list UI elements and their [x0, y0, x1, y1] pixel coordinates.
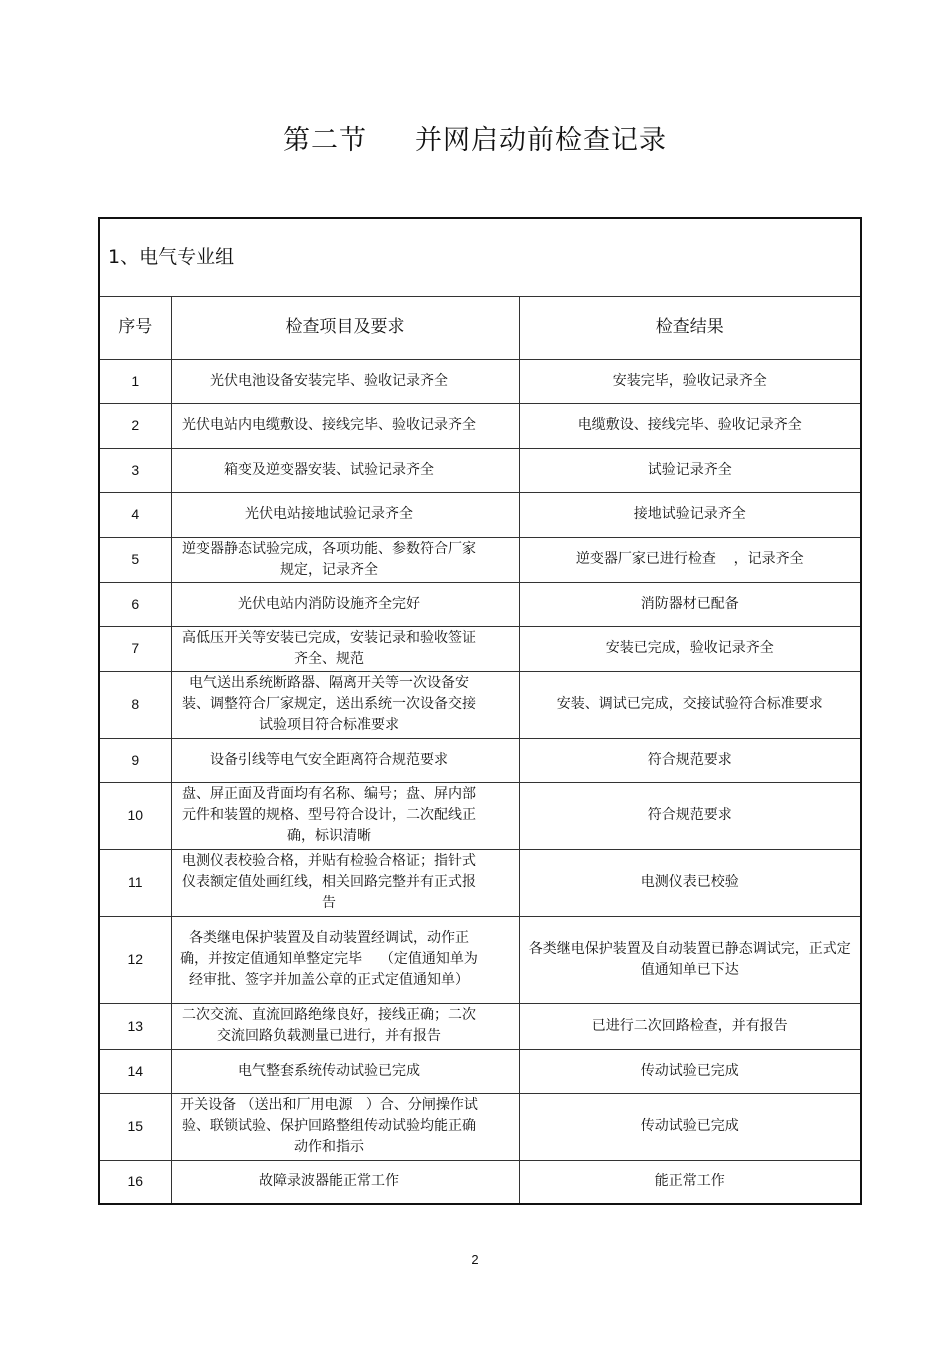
row-no: 5: [99, 537, 171, 582]
row-no: 16: [99, 1160, 171, 1204]
row-no: 11: [99, 849, 171, 916]
row-item: 逆变器静态试验完成，各项功能、参数符合厂家规定，记录齐全: [171, 537, 519, 582]
row-item: 高低压开关等安装已完成，安装记录和验收签证齐全、规范: [171, 626, 519, 671]
row-item: 光伏电池设备安装完毕、验收记录齐全: [171, 359, 519, 403]
row-no: 2: [99, 403, 171, 448]
row-item: 电气整套系统传动试验已完成: [171, 1049, 519, 1093]
row-no: 1: [99, 359, 171, 403]
table-row: [99, 1093, 861, 1160]
row-no: 13: [99, 1003, 171, 1049]
row-result: 传动试验已完成: [519, 1093, 861, 1160]
row-result: 电测仪表已校验: [519, 849, 861, 916]
row-result: 符合规范要求: [519, 782, 861, 849]
row-result: 已进行二次回路检查，并有报告: [519, 1003, 861, 1049]
row-result: 安装完毕，验收记录齐全: [519, 359, 861, 403]
row-result: 接地试验记录齐全: [519, 492, 861, 537]
table-row: [99, 582, 861, 626]
table-row: [99, 849, 861, 916]
table-row: [99, 671, 861, 738]
table-row: [99, 359, 861, 403]
row-item: 电测仪表校验合格，并贴有检验合格证；指针式仪表额定值处画红线，相关回路完整并有正式报告: [171, 849, 519, 916]
row-item: 各类继电保护装置及自动装置经调试，动作正确，并按定值通知单整定完毕 （定值通知单为经审批、签字并加盖公章的正式定值通知单）: [171, 916, 519, 1003]
row-result: 电缆敷设、接线完毕、验收记录齐全: [519, 403, 861, 448]
row-result: 安装、调试已完成，交接试验符合标准要求: [519, 671, 861, 738]
row-item: 电气送出系统断路器、隔离开关等一次设备安装、调整符合厂家规定，送出系统一次设备交接试验项目符合标准要求: [171, 671, 519, 738]
header-result: 检查结果: [519, 296, 861, 359]
table-row: [99, 1160, 861, 1204]
header-item: 检查项目及要求: [171, 296, 519, 359]
table-row: [99, 782, 861, 849]
row-no: 8: [99, 671, 171, 738]
row-item: 光伏电站内电缆敷设、接线完毕、验收记录齐全: [171, 403, 519, 448]
table-row: [99, 448, 861, 492]
row-no: 9: [99, 738, 171, 782]
row-result: 安装已完成，验收记录齐全: [519, 626, 861, 671]
table-row: [99, 738, 861, 782]
row-item: 盘、屏正面及背面均有名称、编号；盘、屏内部元件和装置的规格、型号符合设计，二次配线正确，标识清晰: [171, 782, 519, 849]
page-number: 2: [471, 1252, 479, 1267]
row-item: 开关设备 （送出和厂用电源 ）合、分闸操作试验、联锁试验、保护回路整组传动试验均能正确动作和指示: [171, 1093, 519, 1160]
row-item: 箱变及逆变器安装、试验记录齐全: [171, 448, 519, 492]
table-row: [99, 1003, 861, 1049]
row-no: 3: [99, 448, 171, 492]
section-row: [99, 218, 861, 296]
row-result: 试验记录齐全: [519, 448, 861, 492]
row-result: 传动试验已完成: [519, 1049, 861, 1093]
row-result: 能正常工作: [519, 1160, 861, 1204]
row-result: 逆变器厂家已进行检查 ，记录齐全: [519, 537, 861, 582]
row-no: 12: [99, 916, 171, 1003]
row-no: 6: [99, 582, 171, 626]
table-row: [99, 492, 861, 537]
row-result: 符合规范要求: [519, 738, 861, 782]
row-result: 各类继电保护装置及自动装置已静态调试完，正式定值通知单已下达: [519, 916, 861, 1003]
row-item: 设备引线等电气安全距离符合规范要求: [171, 738, 519, 782]
row-no: 15: [99, 1093, 171, 1160]
table-row: [99, 537, 861, 582]
table-row: [99, 626, 861, 671]
table-header-row: [99, 296, 861, 359]
table-row: [99, 403, 861, 448]
row-no: 14: [99, 1049, 171, 1093]
table-row: [99, 916, 861, 1003]
page-title: 第二节 并网启动前检查记录: [283, 125, 667, 156]
row-item: 光伏电站接地试验记录齐全: [171, 492, 519, 537]
inspection-record-table: [98, 217, 862, 1205]
row-item: 二次交流、直流回路绝缘良好，接线正确；二次交流回路负载测量已进行，并有报告: [171, 1003, 519, 1049]
row-result: 消防器材已配备: [519, 582, 861, 626]
table-row: [99, 1049, 861, 1093]
row-no: 4: [99, 492, 171, 537]
section-label: 1、电气专业组: [99, 218, 861, 296]
header-no: 序号: [99, 296, 171, 359]
row-item: 故障录波器能正常工作: [171, 1160, 519, 1204]
row-item: 光伏电站内消防设施齐全完好: [171, 582, 519, 626]
row-no: 10: [99, 782, 171, 849]
row-no: 7: [99, 626, 171, 671]
